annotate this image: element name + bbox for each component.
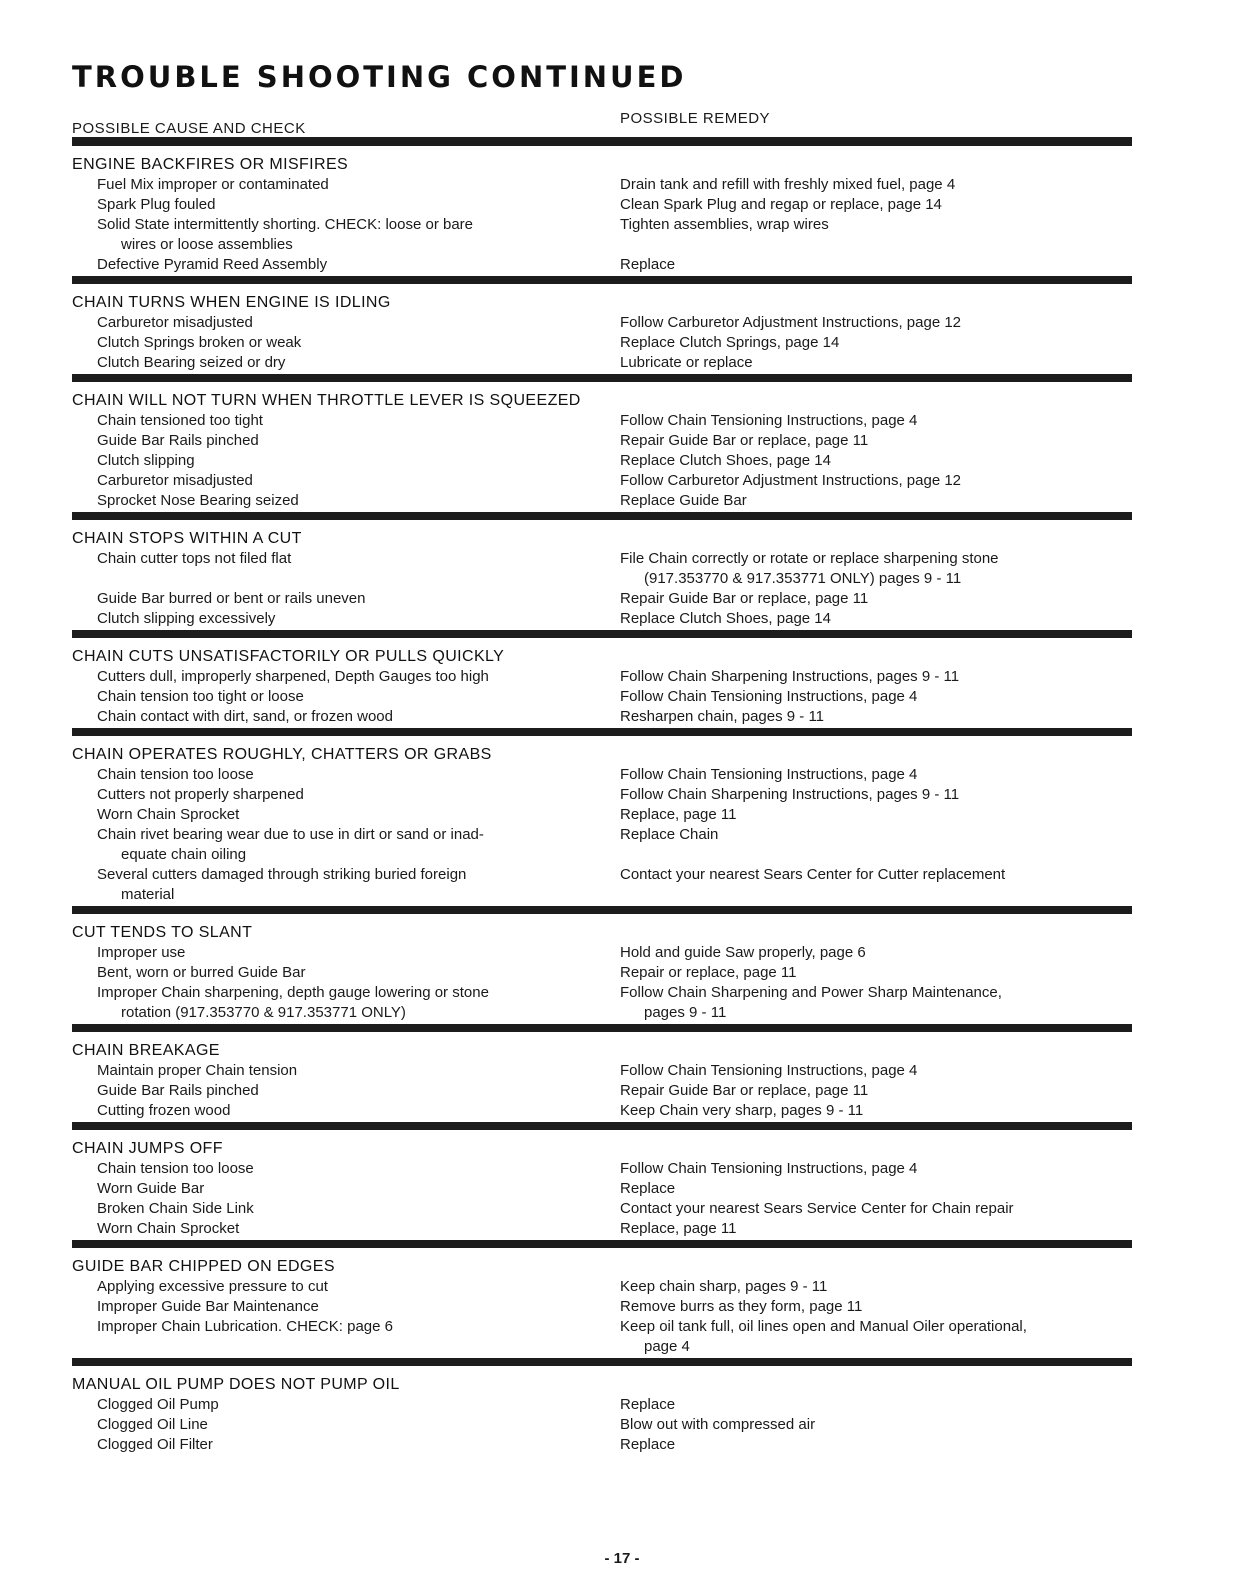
remedy-label: Replace: [620, 1396, 676, 1413]
cause-label: Broken Chain Side Link: [97, 1200, 254, 1217]
section-title: GUIDE BAR CHIPPED ON EDGES: [72, 1258, 335, 1275]
column-headers: [72, 110, 1132, 137]
remedy-label: Replace Clutch Shoes, page 14: [620, 610, 831, 627]
remedy-text: [620, 785, 1132, 805]
page-title: TROUBLE SHOOTING CONTINUED: [72, 60, 687, 94]
section-divider: [72, 1240, 1132, 1248]
remedy-text: [620, 333, 1132, 353]
section-title: CUT TENDS TO SLANT: [72, 924, 253, 941]
cause-label: Cutters not properly sharpened: [97, 786, 304, 803]
remedy-text: [620, 353, 1132, 373]
remedy-text: [620, 1317, 1132, 1337]
cause-remedy-row: [72, 431, 1132, 451]
cause-label: wires or loose assemblies: [121, 236, 293, 253]
section-divider: [72, 374, 1132, 382]
remedy-text: [620, 1395, 1132, 1415]
trouble-section: [72, 923, 1132, 1023]
cause-text: [72, 865, 620, 885]
remedy-text: [620, 805, 1132, 825]
remedy-text: [620, 983, 1132, 1003]
cause-remedy-row: [72, 215, 1132, 235]
remedy-text: [620, 255, 1132, 275]
remedy-text: [620, 825, 1132, 845]
remedy-text: [620, 1101, 1132, 1121]
cause-label: Clutch Bearing seized or dry: [97, 354, 286, 371]
cause-text: [72, 667, 620, 687]
cause-remedy-row: [72, 865, 1132, 885]
section-divider: [72, 1024, 1132, 1032]
remedy-text: [620, 491, 1132, 511]
cause-remedy-row: [72, 707, 1132, 727]
cause-text: [72, 549, 620, 569]
cause-remedy-row: [72, 1199, 1132, 1219]
cause-remedy-row: [72, 785, 1132, 805]
cause-remedy-row: [72, 1003, 1132, 1023]
cause-text: [72, 687, 620, 707]
section-title: MANUAL OIL PUMP DOES NOT PUMP OIL: [72, 1376, 400, 1393]
remedy-text: [620, 1337, 1132, 1357]
cause-text: [72, 845, 620, 865]
cause-label: Clogged Oil Line: [97, 1416, 208, 1433]
section-divider: [72, 1122, 1132, 1130]
trouble-section: [72, 1257, 1132, 1357]
section-divider: [72, 630, 1132, 638]
cause-label: Cutters dull, improperly sharpened, Depth Gauges too high: [97, 668, 489, 685]
remedy-text: [620, 865, 1132, 885]
remedy-label: Replace: [620, 1436, 676, 1453]
remedy-text: [620, 1415, 1132, 1435]
remedy-column-header: POSSIBLE REMEDY: [620, 110, 771, 127]
cause-label: Chain tension too loose: [97, 1160, 254, 1177]
cause-text: [72, 1219, 620, 1239]
cause-remedy-row: [72, 1159, 1132, 1179]
remedy-text: [620, 609, 1132, 629]
remedy-text: [620, 471, 1132, 491]
cause-remedy-row: [72, 983, 1132, 1003]
section-title: ENGINE BACKFIRES OR MISFIRES: [72, 156, 349, 173]
cause-label: Clogged Oil Pump: [97, 1396, 219, 1413]
remedy-label: page 4: [644, 1338, 690, 1355]
remedy-label: Contact your nearest Sears Service Center for Chain repair: [620, 1200, 1014, 1217]
remedy-label: Clean Spark Plug and regap or replace, page 14: [620, 196, 942, 213]
remedy-label: (917.353770 & 917.353771 ONLY) pages 9 - 11: [644, 570, 962, 587]
cause-label: Chain cutter tops not filed flat: [97, 550, 292, 567]
remedy-text: [620, 411, 1132, 431]
trouble-section: [72, 647, 1132, 727]
cause-label: Worn Guide Bar: [97, 1180, 205, 1197]
section-divider: [72, 728, 1132, 736]
cause-text: [72, 1297, 620, 1317]
remedy-label: Follow Chain Tensioning Instructions, page 4: [620, 1160, 918, 1177]
cause-remedy-row: [72, 175, 1132, 195]
cause-text: [72, 1179, 620, 1199]
cause-text: [72, 805, 620, 825]
cause-remedy-row: [72, 1337, 1132, 1357]
cause-label: Chain contact with dirt, sand, or frozen wood: [97, 708, 393, 725]
remedy-text: [620, 667, 1132, 687]
cause-text: [72, 195, 620, 215]
cause-label: Clogged Oil Filter: [97, 1436, 213, 1453]
trouble-section: [72, 1139, 1132, 1239]
cause-text: [72, 1081, 620, 1101]
cause-column-header: POSSIBLE CAUSE AND CHECK: [72, 120, 306, 137]
cause-label: Guide Bar Rails pinched: [97, 1082, 259, 1099]
remedy-label: Follow Chain Sharpening Instructions, pages 9 - 11: [620, 786, 960, 803]
section-title: CHAIN JUMPS OFF: [72, 1140, 223, 1157]
cause-text: [72, 1277, 620, 1297]
cause-label: Improper Chain sharpening, depth gauge lowering or stone: [97, 984, 489, 1001]
cause-label: Improper Guide Bar Maintenance: [97, 1298, 319, 1315]
cause-remedy-row: [72, 667, 1132, 687]
remedy-text: [620, 943, 1132, 963]
remedy-text: [620, 1199, 1132, 1219]
remedy-label: Replace, page 11: [620, 806, 737, 823]
cause-label: Clutch slipping excessively: [97, 610, 276, 627]
trouble-section: [72, 391, 1132, 511]
remedy-label: Repair Guide Bar or replace, page 11: [620, 590, 869, 607]
cause-remedy-row: [72, 1179, 1132, 1199]
cause-label: Improper use: [97, 944, 186, 961]
remedy-text: [620, 431, 1132, 451]
trouble-sections: [72, 137, 1132, 1455]
cause-label: Applying excessive pressure to cut: [97, 1278, 328, 1295]
remedy-label: Remove burrs as they form, page 11: [620, 1298, 863, 1315]
remedy-label: Tighten assemblies, wrap wires: [620, 216, 829, 233]
cause-label: Worn Chain Sprocket: [97, 1220, 240, 1237]
cause-label: Solid State intermittently shorting. CHECK: loose or bare: [97, 216, 474, 233]
remedy-text: [620, 175, 1132, 195]
remedy-text: [620, 963, 1132, 983]
trouble-section: [72, 1041, 1132, 1121]
cause-label: Clutch slipping: [97, 452, 195, 469]
cause-remedy-row: [72, 195, 1132, 215]
cause-remedy-row: [72, 1061, 1132, 1081]
cause-remedy-row: [72, 1415, 1132, 1435]
cause-remedy-row: [72, 609, 1132, 629]
cause-label: material: [121, 886, 175, 903]
cause-text: [72, 963, 620, 983]
cause-remedy-row: [72, 1435, 1132, 1455]
cause-text: [72, 235, 620, 255]
cause-remedy-row: [72, 805, 1132, 825]
trouble-section: [72, 745, 1132, 905]
remedy-text: [620, 549, 1132, 569]
cause-remedy-row: [72, 313, 1132, 333]
remedy-label: Follow Carburetor Adjustment Instructions, page 12: [620, 472, 962, 489]
cause-remedy-row: [72, 333, 1132, 353]
cause-text: [72, 431, 620, 451]
cause-label: Chain rivet bearing wear due to use in dirt or sand or inad-: [97, 826, 484, 843]
remedy-text: [620, 1277, 1132, 1297]
remedy-label: Follow Chain Tensioning Instructions, page 4: [620, 412, 918, 429]
cause-remedy-row: [72, 411, 1132, 431]
remedy-text: [620, 569, 1132, 589]
cause-remedy-row: [72, 1317, 1132, 1337]
remedy-text: [620, 1159, 1132, 1179]
cause-remedy-row: [72, 589, 1132, 609]
cause-text: [72, 589, 620, 609]
cause-text: [72, 411, 620, 431]
cause-label: Carburetor misadjusted: [97, 472, 253, 489]
cause-remedy-row: [72, 1101, 1132, 1121]
cause-text: [72, 1199, 620, 1219]
cause-label: Chain tension too tight or loose: [97, 688, 304, 705]
cause-text: [72, 569, 620, 589]
cause-remedy-row: [72, 235, 1132, 255]
remedy-text: [620, 235, 1132, 255]
remedy-text: [620, 687, 1132, 707]
cause-remedy-row: [72, 1297, 1132, 1317]
cause-text: [72, 943, 620, 963]
trouble-section: [72, 293, 1132, 373]
trouble-section: [72, 1375, 1132, 1455]
cause-text: [72, 1317, 620, 1337]
cause-remedy-row: [72, 963, 1132, 983]
cause-text: [72, 1101, 620, 1121]
remedy-label: Replace: [620, 256, 676, 273]
section-title: CHAIN BREAKAGE: [72, 1042, 220, 1059]
cause-text: [72, 707, 620, 727]
remedy-label: Repair or replace, page 11: [620, 964, 797, 981]
remedy-label: Replace Guide Bar: [620, 492, 747, 509]
remedy-label: Replace Clutch Shoes, page 14: [620, 452, 831, 469]
cause-label: Guide Bar burred or bent or rails uneven: [97, 590, 366, 607]
cause-label: Sprocket Nose Bearing seized: [97, 492, 299, 509]
cause-label: Spark Plug fouled: [97, 196, 216, 213]
cause-label: Worn Chain Sprocket: [97, 806, 240, 823]
cause-remedy-row: [72, 765, 1132, 785]
cause-text: [72, 333, 620, 353]
remedy-text: [620, 845, 1132, 865]
remedy-text: [620, 215, 1132, 235]
cause-label: Fuel Mix improper or contaminated: [97, 176, 329, 193]
cause-label: Cutting frozen wood: [97, 1102, 231, 1119]
cause-text: [72, 1061, 620, 1081]
cause-label: Improper Chain Lubrication. CHECK: page 6: [97, 1318, 393, 1335]
remedy-label: Keep chain sharp, pages 9 - 11: [620, 1278, 828, 1295]
cause-text: [72, 1159, 620, 1179]
cause-text: [72, 353, 620, 373]
section-divider: [72, 137, 1132, 146]
cause-remedy-row: [72, 353, 1132, 373]
cause-text: [72, 983, 620, 1003]
remedy-label: Drain tank and refill with freshly mixed fuel, page 4: [620, 176, 956, 193]
cause-text: [72, 825, 620, 845]
remedy-text: [620, 195, 1132, 215]
remedy-label: Contact your nearest Sears Center for Cutter replacement: [620, 866, 1006, 883]
cause-remedy-row: [72, 1395, 1132, 1415]
cause-text: [72, 1003, 620, 1023]
remedy-text: [620, 1003, 1132, 1023]
remedy-label: Blow out with compressed air: [620, 1416, 816, 1433]
cause-label: equate chain oiling: [121, 846, 247, 863]
cause-text: [72, 1395, 620, 1415]
cause-text: [72, 609, 620, 629]
trouble-section: [72, 155, 1132, 275]
remedy-label: Keep Chain very sharp, pages 9 - 11: [620, 1102, 864, 1119]
cause-text: [72, 175, 620, 195]
cause-remedy-row: [72, 1219, 1132, 1239]
cause-text: [72, 785, 620, 805]
page-number: - 17 -: [604, 1550, 640, 1567]
remedy-text: [620, 1219, 1132, 1239]
remedy-text: [620, 1081, 1132, 1101]
remedy-text: [620, 707, 1132, 727]
cause-text: [72, 451, 620, 471]
remedy-label: Keep oil tank full, oil lines open and Manual Oiler operational,: [620, 1318, 1027, 1335]
section-title: CHAIN TURNS WHEN ENGINE IS IDLING: [72, 294, 391, 311]
section-divider: [72, 906, 1132, 914]
cause-remedy-row: [72, 255, 1132, 275]
remedy-text: [620, 1179, 1132, 1199]
remedy-label: File Chain correctly or rotate or replace sharpening stone: [620, 550, 999, 567]
cause-remedy-row: [72, 471, 1132, 491]
cause-text: [72, 765, 620, 785]
cause-text: [72, 215, 620, 235]
remedy-text: [620, 1297, 1132, 1317]
trouble-section: [72, 529, 1132, 629]
cause-text: [72, 1435, 620, 1455]
remedy-label: Follow Chain Tensioning Instructions, page 4: [620, 688, 918, 705]
cause-remedy-row: [72, 825, 1132, 845]
cause-remedy-row: [72, 687, 1132, 707]
remedy-label: Follow Carburetor Adjustment Instructions, page 12: [620, 314, 962, 331]
cause-label: rotation (917.353770 & 917.353771 ONLY): [121, 1004, 406, 1021]
remedy-text: [620, 1061, 1132, 1081]
cause-label: Guide Bar Rails pinched: [97, 432, 259, 449]
cause-remedy-row: [72, 845, 1132, 865]
remedy-label: Follow Chain Sharpening Instructions, pages 9 - 11: [620, 668, 960, 685]
remedy-label: Lubricate or replace: [620, 354, 753, 371]
remedy-label: Follow Chain Sharpening and Power Sharp Maintenance,: [620, 984, 1002, 1001]
remedy-label: Replace Chain: [620, 826, 719, 843]
section-divider: [72, 276, 1132, 284]
remedy-text: [620, 1435, 1132, 1455]
cause-label: Maintain proper Chain tension: [97, 1062, 298, 1079]
cause-label: Bent, worn or burred Guide Bar: [97, 964, 306, 981]
remedy-label: Repair Guide Bar or replace, page 11: [620, 432, 869, 449]
remedy-text: [620, 765, 1132, 785]
cause-remedy-row: [72, 491, 1132, 511]
section-title: CHAIN CUTS UNSATISFACTORILY OR PULLS QUICKLY: [72, 648, 505, 665]
cause-label: Carburetor misadjusted: [97, 314, 253, 331]
remedy-label: Replace: [620, 1180, 676, 1197]
remedy-label: Resharpen chain, pages 9 - 11: [620, 708, 825, 725]
cause-remedy-row: [72, 549, 1132, 569]
cause-text: [72, 491, 620, 511]
section-divider: [72, 512, 1132, 520]
remedy-text: [620, 451, 1132, 471]
remedy-label: Repair Guide Bar or replace, page 11: [620, 1082, 869, 1099]
remedy-label: pages 9 - 11: [644, 1004, 727, 1021]
cause-label: Chain tension too loose: [97, 766, 254, 783]
cause-remedy-row: [72, 1277, 1132, 1297]
cause-remedy-row: [72, 451, 1132, 471]
remedy-text: [620, 313, 1132, 333]
remedy-text: [620, 589, 1132, 609]
section-title: CHAIN OPERATES ROUGHLY, CHATTERS OR GRABS: [72, 746, 492, 763]
cause-text: [72, 255, 620, 275]
remedy-text: [620, 885, 1132, 905]
cause-text: [72, 885, 620, 905]
section-divider: [72, 1358, 1132, 1366]
cause-text: [72, 1337, 620, 1357]
cause-remedy-row: [72, 1081, 1132, 1101]
cause-text: [72, 313, 620, 333]
remedy-label: Replace Clutch Springs, page 14: [620, 334, 840, 351]
remedy-label: Follow Chain Tensioning Instructions, page 4: [620, 766, 918, 783]
remedy-label: Hold and guide Saw properly, page 6: [620, 944, 866, 961]
manual-page: [72, 60, 1132, 1455]
section-title: CHAIN WILL NOT TURN WHEN THROTTLE LEVER IS SQUEEZED: [72, 392, 581, 409]
remedy-label: Follow Chain Tensioning Instructions, page 4: [620, 1062, 918, 1079]
cause-text: [72, 1415, 620, 1435]
cause-remedy-row: [72, 943, 1132, 963]
cause-remedy-row: [72, 569, 1132, 589]
cause-label: Chain tensioned too tight: [97, 412, 263, 429]
cause-label: Several cutters damaged through striking buried foreign: [97, 866, 467, 883]
cause-text: [72, 471, 620, 491]
cause-remedy-row: [72, 885, 1132, 905]
cause-label: Clutch Springs broken or weak: [97, 334, 302, 351]
section-title: CHAIN STOPS WITHIN A CUT: [72, 530, 302, 547]
cause-label: Defective Pyramid Reed Assembly: [97, 256, 328, 273]
remedy-label: Replace, page 11: [620, 1220, 737, 1237]
